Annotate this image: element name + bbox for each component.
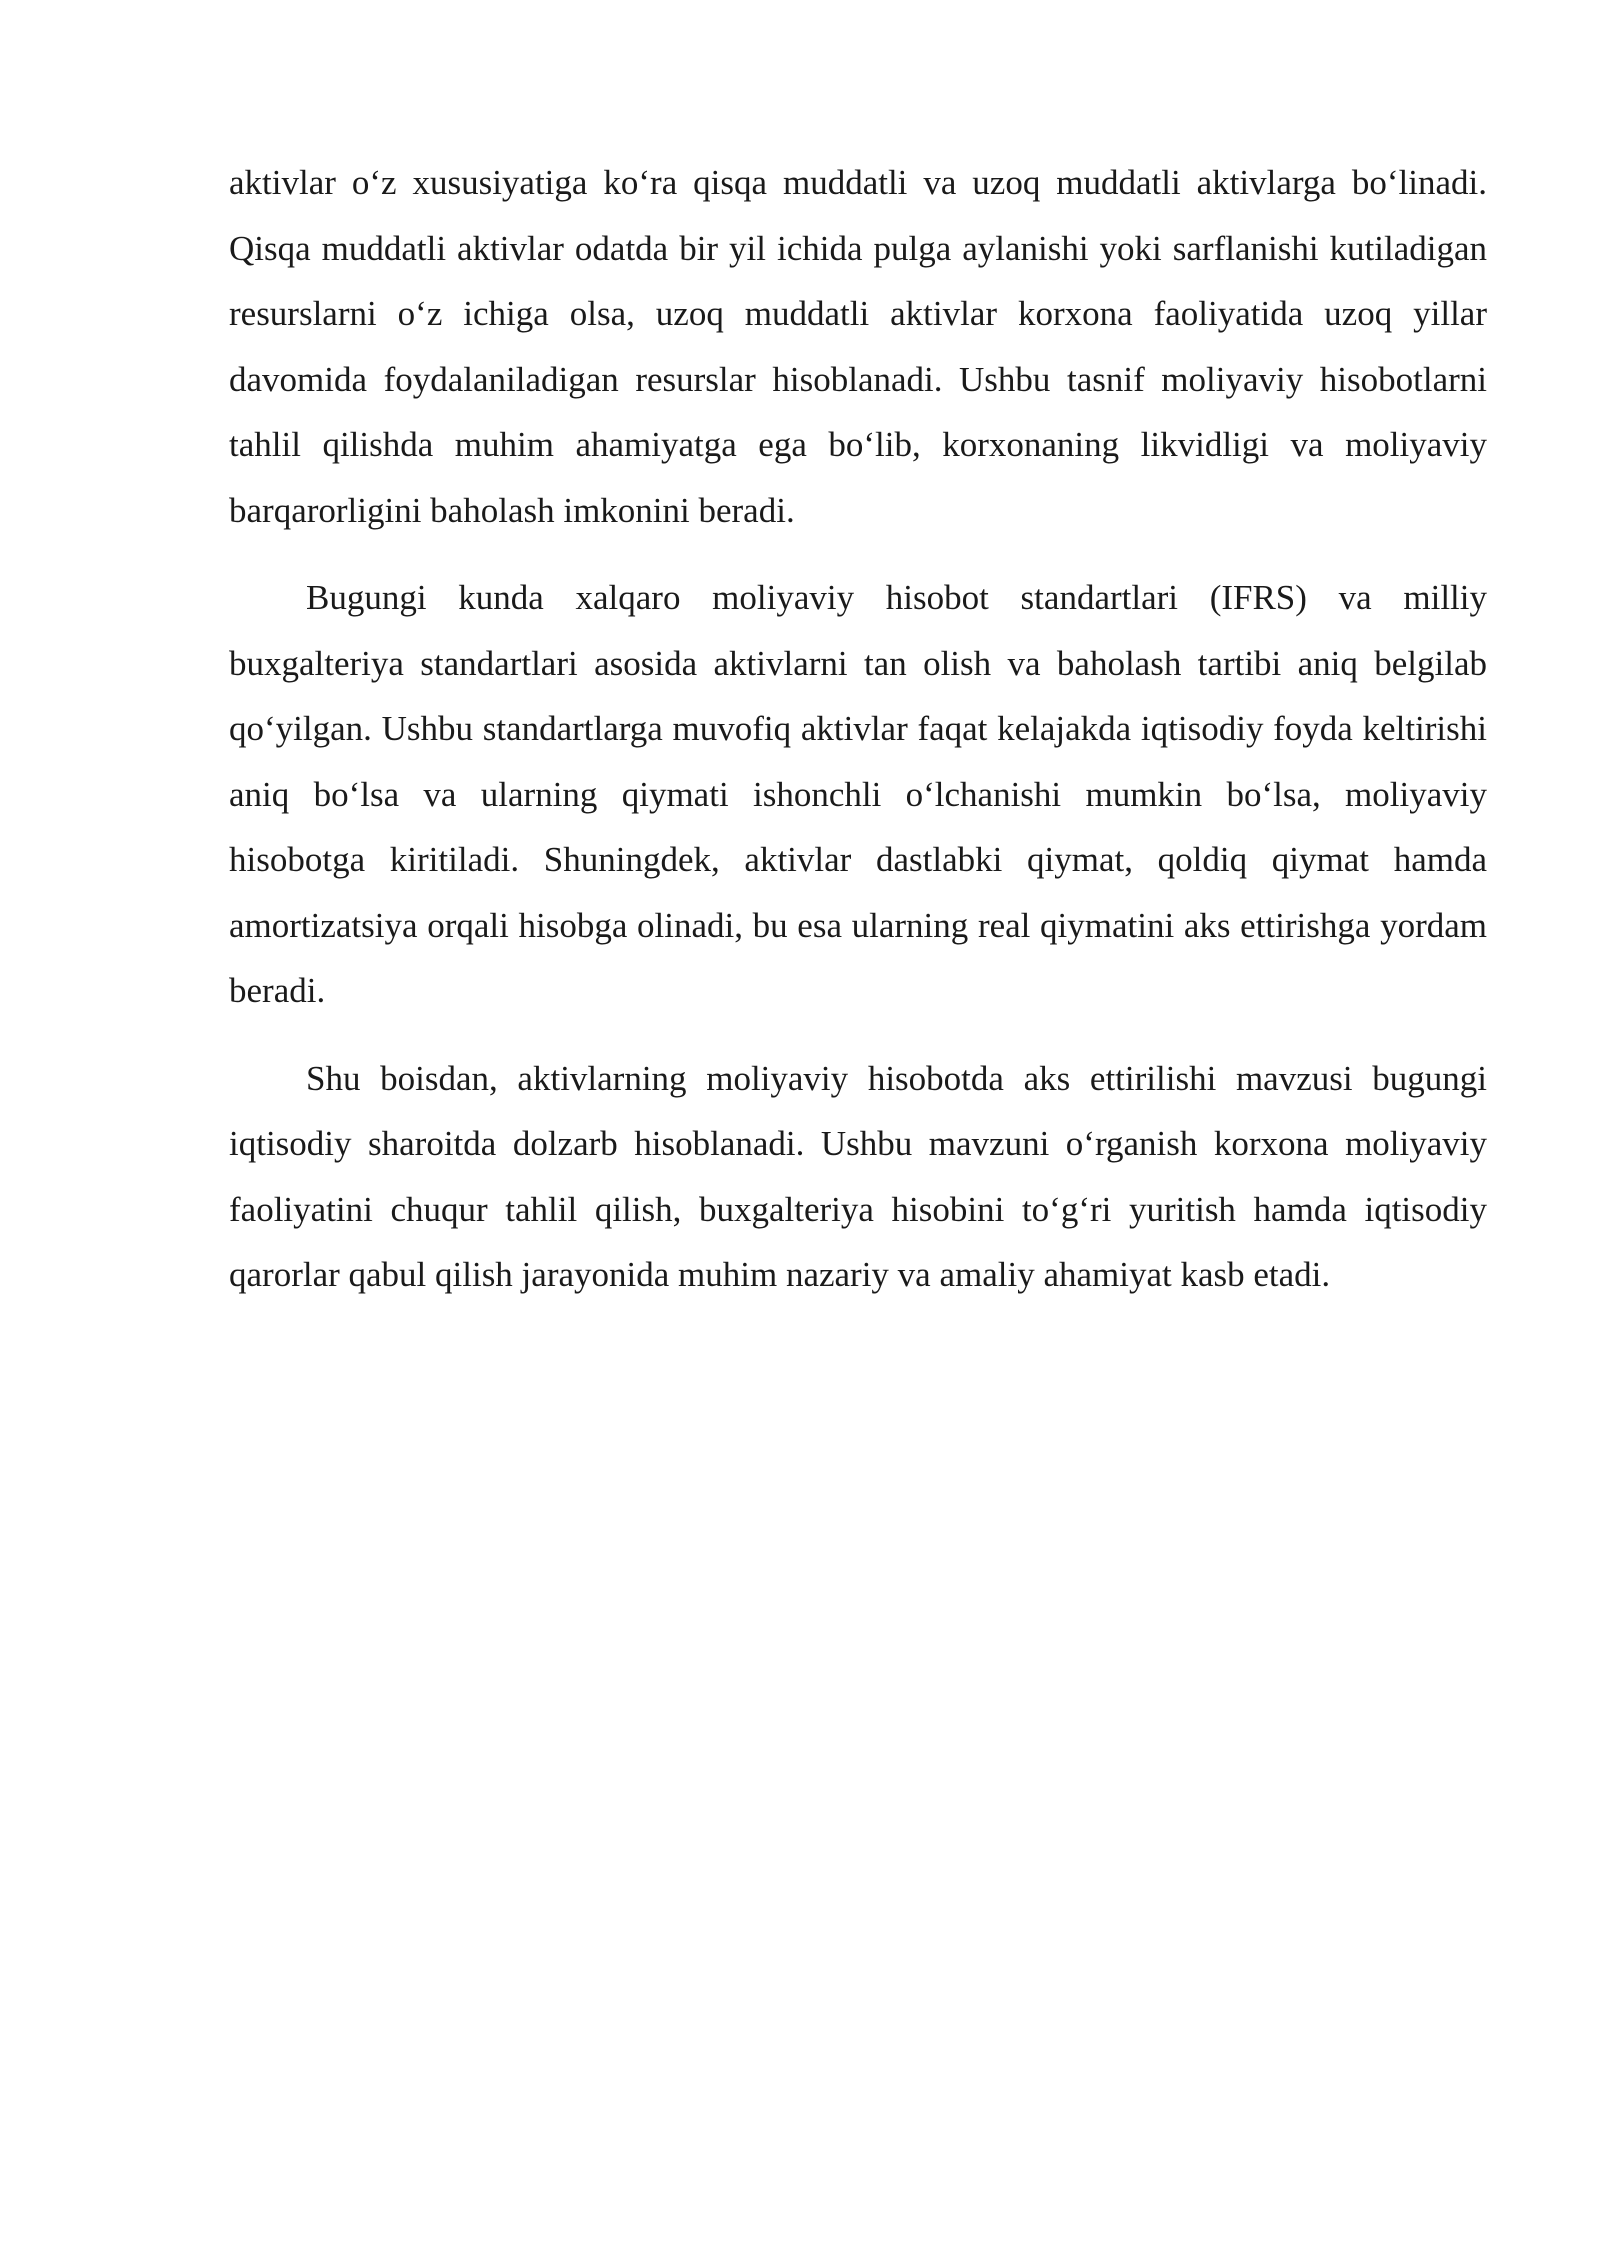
paragraph-3: Shu boisdan, aktivlarning moliyaviy hisobotda aks ettirilishi mavzusi bugungi iqtisodiy sharoitda dolzarb hisoblanadi. Ushbu mavzuni o‘rganish korxona moliyaviy faoliyatini chuqur tahlil qilish, buxgalteriya hisobini to‘g‘ri yuritish hamda iqtisodiy qarorlar qabul qilish jarayonida muhim nazariy va amaliy ahamiyat kasb etadi.	[229, 1058, 1487, 1294]
paragraph-1: aktivlar o‘z xususiyatiga ko‘ra qisqa muddatli va uzoq muddatli aktivlarga bo‘linadi. Qisqa muddatli aktivlar odatda bir yil ichida pulga aylanishi yoki sarflanishi kutiladigan resurslarni o‘z ichiga olsa, uzoq muddatli aktivlar korxona faoliyatida uzoq yillar davomida foydalaniladigan resurslar hisoblanadi. Ushbu tasnif moliyaviy hisobotlarni tahlil qilishda muhim ahamiyatga ega bo‘lib, korxonaning likvidligi va moliyaviy barqarorligini baholash imkonini beradi.	[229, 163, 1487, 530]
document-body	[229, 150, 1487, 1330]
paragraph-2: Bugungi kunda xalqaro moliyaviy hisobot standartlari (IFRS) va milliy buxgalteriya standartlari asosida aktivlarni tan olish va baholash tartibi aniq belgilab qo‘yilgan. Ushbu standartlarga muvofiq aktivlar faqat kelajakda iqtisodiy foyda keltirishi aniq bo‘lsa va ularning qiymati ishonchli o‘lchanishi mumkin bo‘lsa, moliyaviy hisobotga kiritiladi. Shuningdek, aktivlar dastlabki qiymat, qoldiq qiymat hamda amortizatsiya orqali hisobga olinadi, bu esa ularning real qiymatini aks ettirishga yordam beradi.	[229, 578, 1487, 1010]
